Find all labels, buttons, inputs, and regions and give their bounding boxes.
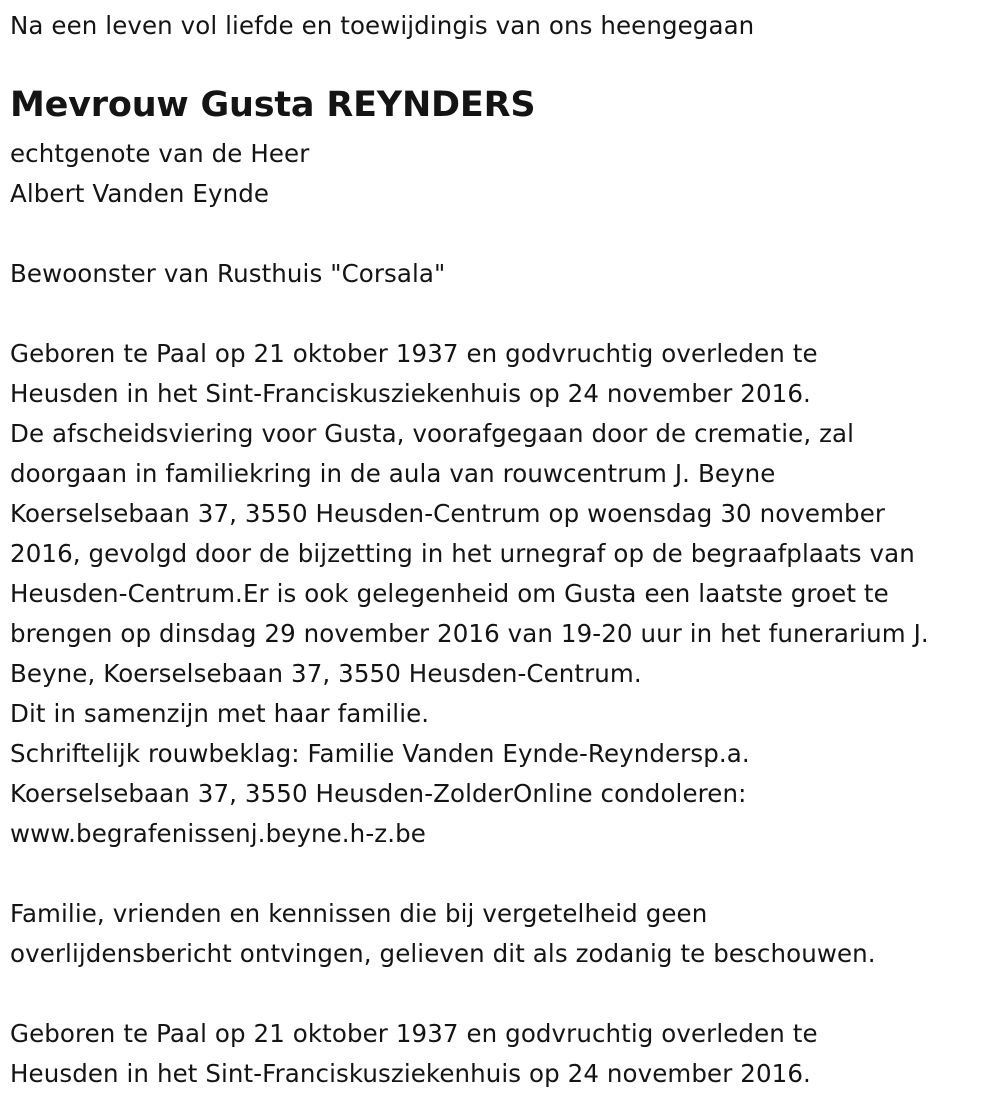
- residence-text: Bewoonster van Rusthuis "Corsala": [10, 259, 446, 288]
- paragraph-line: Geboren te Paal op 21 oktober 1937 en godvruchtig overleden te: [10, 339, 818, 368]
- paragraph-line: Koerselsebaan 37, 3550 Heusden-Centrum op woensdag 30 november: [10, 499, 886, 528]
- condolence-url: www.begrafenissenj.beyne.h-z.be: [10, 819, 426, 848]
- notice-paragraph: [10, 894, 876, 974]
- deceased-name: Mevrouw Gusta REYNDERS: [10, 85, 536, 125]
- paragraph-line: Schriftelijk rouwbeklag: Familie Vanden Eynde-Reyndersp.a.: [10, 739, 750, 768]
- notice-line: Familie, vrienden en kennissen die bij vergetelheid geen: [10, 899, 708, 928]
- paragraph-line: Koerselsebaan 37, 3550 Heusden-ZolderOnline condoleren:: [10, 779, 747, 808]
- paragraph-line: Beyne, Koerselsebaan 37, 3550 Heusden-Centrum.: [10, 659, 642, 688]
- repeat-line: Heusden in het Sint-Franciskusziekenhuis op 24 november 2016.: [10, 1059, 811, 1088]
- repeat-line: Geboren te Paal op 21 oktober 1937 en godvruchtig overleden te: [10, 1019, 818, 1048]
- spouse-line: echtgenote van de Heer: [10, 139, 310, 168]
- paragraph-line: De afscheidsviering voor Gusta, voorafgegaan door de crematie, zal: [10, 419, 855, 448]
- paragraph-line: doorgaan in familiekring in de aula van rouwcentrum J. Beyne: [10, 459, 776, 488]
- repeat-paragraph: [10, 1014, 818, 1094]
- paragraph-line: brengen op dinsdag 29 november 2016 van 19-20 uur in het funerarium J.: [10, 619, 929, 648]
- main-paragraph: [10, 334, 929, 854]
- paragraph-line: Heusden in het Sint-Franciskusziekenhuis op 24 november 2016.: [10, 379, 811, 408]
- notice-line: overlijdensbericht ontvingen, gelieven dit als zodanig te beschouwen.: [10, 939, 876, 968]
- residence-block: [10, 254, 445, 294]
- intro-text: Na een leven vol liefde en toewijdingis van ons heengegaan: [10, 11, 755, 40]
- spouse-line: Albert Vanden Eynde: [10, 179, 270, 208]
- spouse-block: [10, 134, 309, 214]
- paragraph-line: Heusden-Centrum.Er is ook gelegenheid om Gusta een laatste groet te: [10, 579, 889, 608]
- paragraph-line: 2016, gevolgd door de bijzetting in het urnegraf op de begraafplaats van: [10, 539, 915, 568]
- paragraph-line: Dit in samenzijn met haar familie.: [10, 699, 430, 728]
